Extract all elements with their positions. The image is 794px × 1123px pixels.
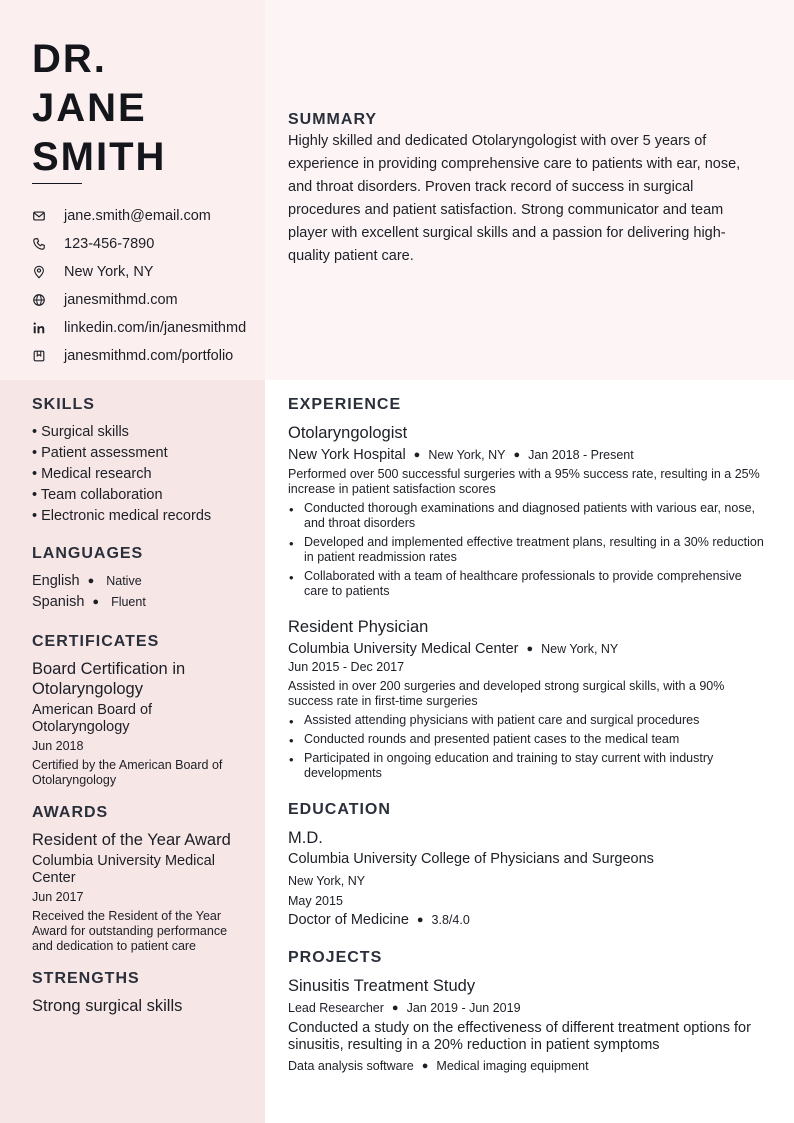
language-item — [32, 571, 247, 592]
contact-email[interactable] — [32, 202, 246, 230]
job-bullet: • Conducted thorough examinations and diagnosed patients with various ear, nose, and throat disorders — [288, 501, 768, 531]
language-level: Fluent — [111, 595, 146, 609]
main-content — [288, 396, 768, 1091]
language-item — [32, 592, 247, 613]
project-role: Lead Researcher — [288, 1001, 384, 1015]
projects-heading: PROJECTS — [288, 949, 383, 966]
project-tool: Data analysis software — [288, 1059, 414, 1073]
contact-list — [32, 202, 246, 370]
job-meta — [288, 446, 768, 464]
languages-section — [32, 545, 247, 613]
skill-item: • Team collaboration — [32, 487, 163, 503]
certificates-section — [32, 633, 247, 788]
job-dates: Jun 2015 - Dec 2017 — [288, 660, 405, 674]
award-description: Received the Resident of the Year Award for outstanding performance and dedication to patient care — [32, 909, 228, 953]
candidate-name — [32, 35, 166, 182]
awards-section — [32, 804, 247, 954]
award-issuer: Columbia University Medical Center — [32, 853, 215, 886]
job-bullet: • Conducted rounds and presented patient cases to the medical team — [288, 732, 768, 747]
certificates-heading: CERTIFICATES — [32, 633, 160, 650]
strength-item: Strong surgical skills — [32, 997, 183, 1015]
project-name: Sinusitis Treatment Study — [288, 977, 476, 995]
summary-heading: SUMMARY — [288, 111, 378, 128]
education-heading: EDUCATION — [288, 801, 391, 818]
skills-section — [32, 396, 247, 527]
strengths-heading: STRENGTHS — [32, 970, 140, 987]
project-tool: Medical imaging equipment — [436, 1059, 589, 1073]
projects-section — [288, 949, 768, 1075]
education-degree: M.D. — [288, 829, 323, 847]
job-employer: Columbia University Medical Center — [288, 641, 519, 657]
experience-heading: EXPERIENCE — [288, 396, 402, 413]
skills-heading: SKILLS — [32, 396, 95, 413]
separator-dot: ● — [416, 914, 424, 926]
summary-text: Highly skilled and dedicated Otolaryngologist with over 5 years of experience in providing comprehensive care to patients with ear, nose, and throat disorders. Proven track record of success in surgical procedures and patient satisfaction. Strong communicator and team player with excellent surgical skills and a passion for delivering high-quality patient care. — [288, 133, 741, 264]
mail-icon — [32, 206, 56, 226]
project-meta — [288, 999, 768, 1017]
job-bullet: • Participated in ongoing education and training to stay current with industry developments — [288, 751, 768, 781]
separator-dot: ● — [92, 596, 100, 608]
project-description: Conducted a study on the effectiveness of different treatment options for sinusitis, resulting in a 20% reduction in patient symptoms — [288, 1020, 751, 1053]
separator-dot: ● — [413, 449, 421, 461]
certificate-name: Board Certification in Otolaryngology — [32, 660, 186, 698]
linkedin-icon — [32, 318, 56, 338]
education-date: May 2015 — [288, 894, 343, 908]
certificate-date: Jun 2018 — [32, 739, 84, 753]
contact-phone-text: 123-456-7890 — [64, 236, 155, 252]
job-title: Otolaryngologist — [288, 424, 408, 442]
experience-entry — [288, 423, 768, 599]
separator-dot: ● — [513, 449, 521, 461]
skill-item: • Medical research — [32, 466, 152, 482]
contact-email-text: jane.smith@email.com — [64, 208, 211, 224]
skill-item: • Electronic medical records — [32, 508, 212, 524]
job-summary: Assisted in over 200 surgeries and developed strong surgical skills, with a 90% success rate in first-time surgeries — [288, 679, 725, 708]
phone-icon — [32, 234, 56, 254]
separator-dot: ● — [87, 575, 95, 587]
name-line-1: DR. — [32, 37, 107, 81]
education-section — [288, 801, 768, 929]
awards-heading: AWARDS — [32, 804, 109, 821]
contact-phone[interactable] — [32, 230, 246, 258]
contact-linkedin[interactable] — [32, 314, 246, 342]
contact-location — [32, 258, 246, 286]
skill-item: • Surgical skills — [32, 424, 129, 440]
contact-portfolio-text: janesmithmd.com/portfolio — [64, 348, 234, 364]
separator-dot: ● — [421, 1060, 429, 1072]
experience-section — [288, 396, 768, 781]
globe-icon — [32, 290, 56, 310]
job-bullet: • Developed and implemented effective treatment plans, resulting in a 30% reduction in patient readmission rates — [288, 535, 768, 565]
language-level: Native — [106, 574, 142, 588]
language-name: Spanish — [32, 594, 85, 610]
project-tools — [288, 1057, 768, 1075]
name-divider — [32, 183, 82, 184]
education-field: Doctor of Medicine — [288, 912, 409, 928]
job-location: New York, NY — [428, 448, 506, 462]
contact-website-text: janesmithmd.com — [64, 292, 178, 308]
education-school: Columbia University College of Physicians and Surgeons — [288, 851, 654, 867]
job-employer: New York Hospital — [288, 447, 406, 463]
job-title: Resident Physician — [288, 618, 429, 636]
portfolio-icon — [32, 346, 56, 366]
name-line-2: JANE — [32, 86, 147, 130]
award-name: Resident of the Year Award — [32, 831, 231, 849]
education-gpa: 3.8/4.0 — [431, 913, 470, 927]
job-bullets — [288, 501, 768, 599]
project-dates: Jan 2019 - Jun 2019 — [406, 1001, 521, 1015]
name-line-3: SMITH — [32, 135, 167, 179]
job-bullet: • Collaborated with a team of healthcare professionals to provide comprehensive care to patients — [288, 569, 768, 599]
language-name: English — [32, 573, 80, 589]
contact-portfolio[interactable] — [32, 342, 246, 370]
job-dates: Jan 2018 - Present — [528, 448, 634, 462]
strengths-section — [32, 970, 247, 1016]
certificate-description: Certified by the American Board of Otolaryngology — [32, 758, 223, 787]
separator-dot: ● — [391, 1002, 399, 1014]
sidebar-content — [32, 396, 247, 1030]
education-field-line — [288, 911, 768, 929]
languages-heading: LANGUAGES — [32, 545, 144, 562]
education-location: New York, NY — [288, 874, 366, 888]
contact-linkedin-text: linkedin.com/in/janesmithmd — [64, 320, 247, 336]
location-pin-icon — [32, 262, 56, 282]
award-date: Jun 2017 — [32, 890, 84, 904]
contact-location-text: New York, NY — [64, 264, 154, 280]
separator-dot: ● — [526, 643, 534, 655]
skill-item: • Patient assessment — [32, 445, 168, 461]
job-bullets — [288, 713, 768, 781]
job-bullet: • Assisted attending physicians with patient care and surgical procedures — [288, 713, 768, 728]
certificate-issuer: American Board of Otolaryngology — [32, 702, 153, 735]
job-location: New York, NY — [541, 642, 619, 656]
job-summary: Performed over 500 successful surgeries with a 95% success rate, resulting in a 25% increase in patient satisfaction scores — [288, 467, 760, 496]
experience-entry — [288, 617, 768, 781]
job-meta — [288, 640, 768, 658]
contact-website[interactable] — [32, 286, 246, 314]
